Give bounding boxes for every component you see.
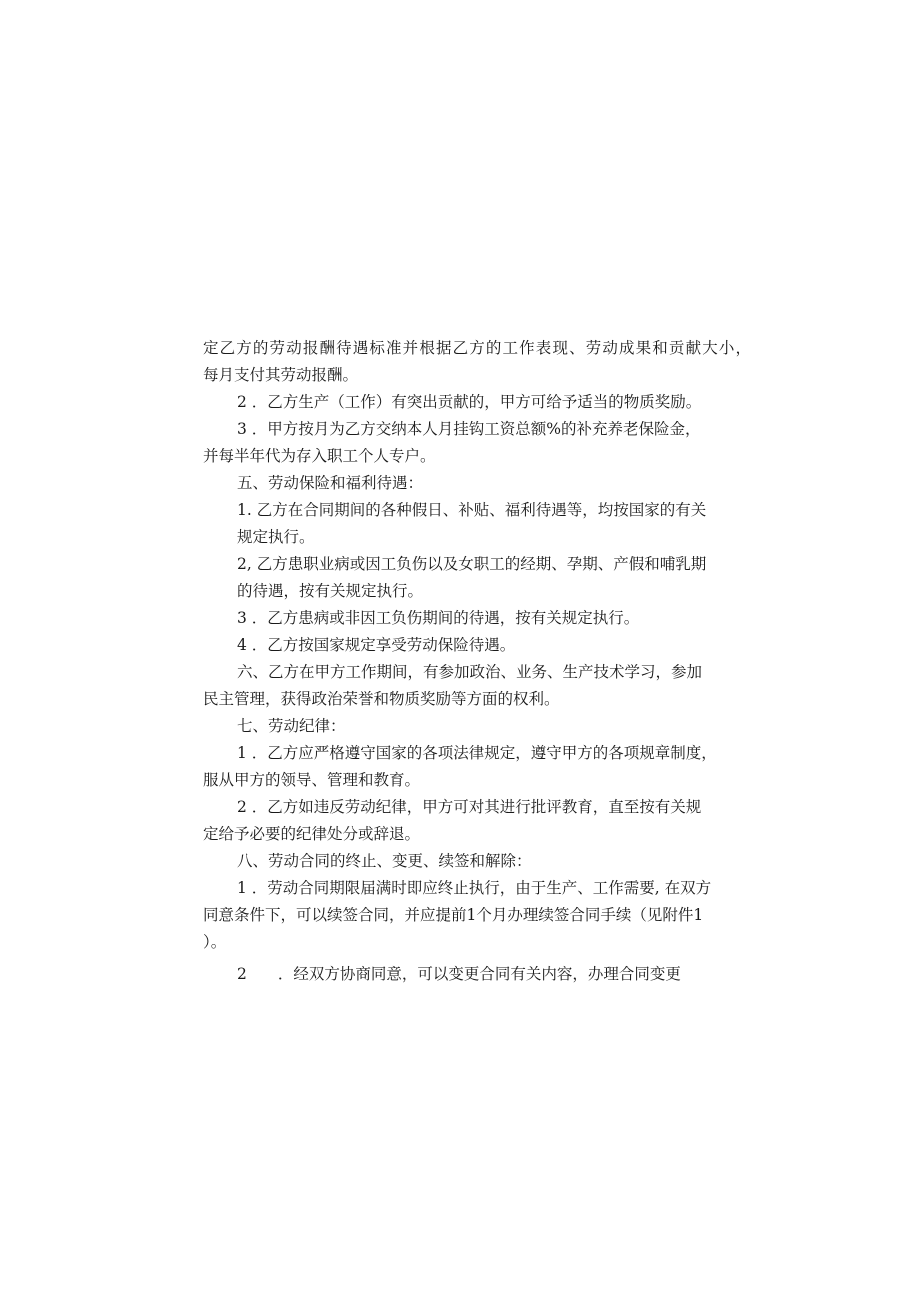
text-line: 每月支付其劳动报酬。 <box>203 366 359 384</box>
text-line: 1. 乙方在合同期间的各种假日、补贴、福利待遇等，均按国家的有关 <box>237 501 707 519</box>
text-line: 并每半年代为存入职工个人专户。 <box>203 447 436 465</box>
text-line: 2 ．乙方如违反劳动纪律，甲方可对其进行批评教育，直至按有关规 <box>237 798 702 816</box>
text-line: 定给予必要的纪律处分或辞退。 <box>203 825 421 843</box>
text-line: 3 ．乙方患病或非因工负伤期间的待遇，按有关规定执行。 <box>237 609 640 627</box>
text-line: 1 ．劳动合同期限届满时即应终止执行，由于生产、工作需要, 在双方 <box>237 879 712 897</box>
text-line: 规定执行。 <box>237 528 315 546</box>
text-line: 服从甲方的领导、管理和教育。 <box>203 771 421 789</box>
text-line: 1 ．乙方应严格遵守国家的各项法律规定，遵守甲方的各项规章制度， <box>237 744 717 762</box>
text-line: 2 ．经双方协商同意，可以变更合同有关内容，办理合同变更 <box>237 965 681 983</box>
text-line: 定乙方的劳动报酬待遇标准并根据乙方的工作表现、劳动成果和贡献大小， <box>203 339 751 357</box>
text-line: 同意条件下，可以续签合同，并应提前1个月办理续签合同手续（见附件1 <box>203 906 704 924</box>
text-line: 2, 乙方患职业病或因工负伤以及女职工的经期、孕期、产假和哺乳期 <box>237 555 707 573</box>
text-line: 的待遇，按有关规定执行。 <box>237 582 424 600</box>
text-line: 2 ．乙方生产（工作）有突出贡献的，甲方可给予适当的物质奖励。 <box>237 393 702 411</box>
text-line: 民主管理，获得政治荣誉和物质奖励等方面的权利。 <box>203 690 560 708</box>
text-line: ）。 <box>203 933 227 951</box>
section-heading: 六、乙方在甲方工作期间，有参加政治、业务、生产技术学习，参加 <box>237 663 703 681</box>
section-heading: 八、劳动合同的终止、变更、续签和解除： <box>237 852 532 870</box>
contract-text <box>203 335 751 988</box>
section-heading: 七、劳动纪律： <box>237 717 346 735</box>
text-line: 3 ．甲方按月为乙方交纳本人月挂钩工资总额%的补充养老保险金， <box>237 420 701 438</box>
section-heading: 五、劳动保险和福利待遇： <box>237 474 424 492</box>
text-line: 4 ．乙方按国家规定享受劳动保险待遇。 <box>237 636 516 654</box>
